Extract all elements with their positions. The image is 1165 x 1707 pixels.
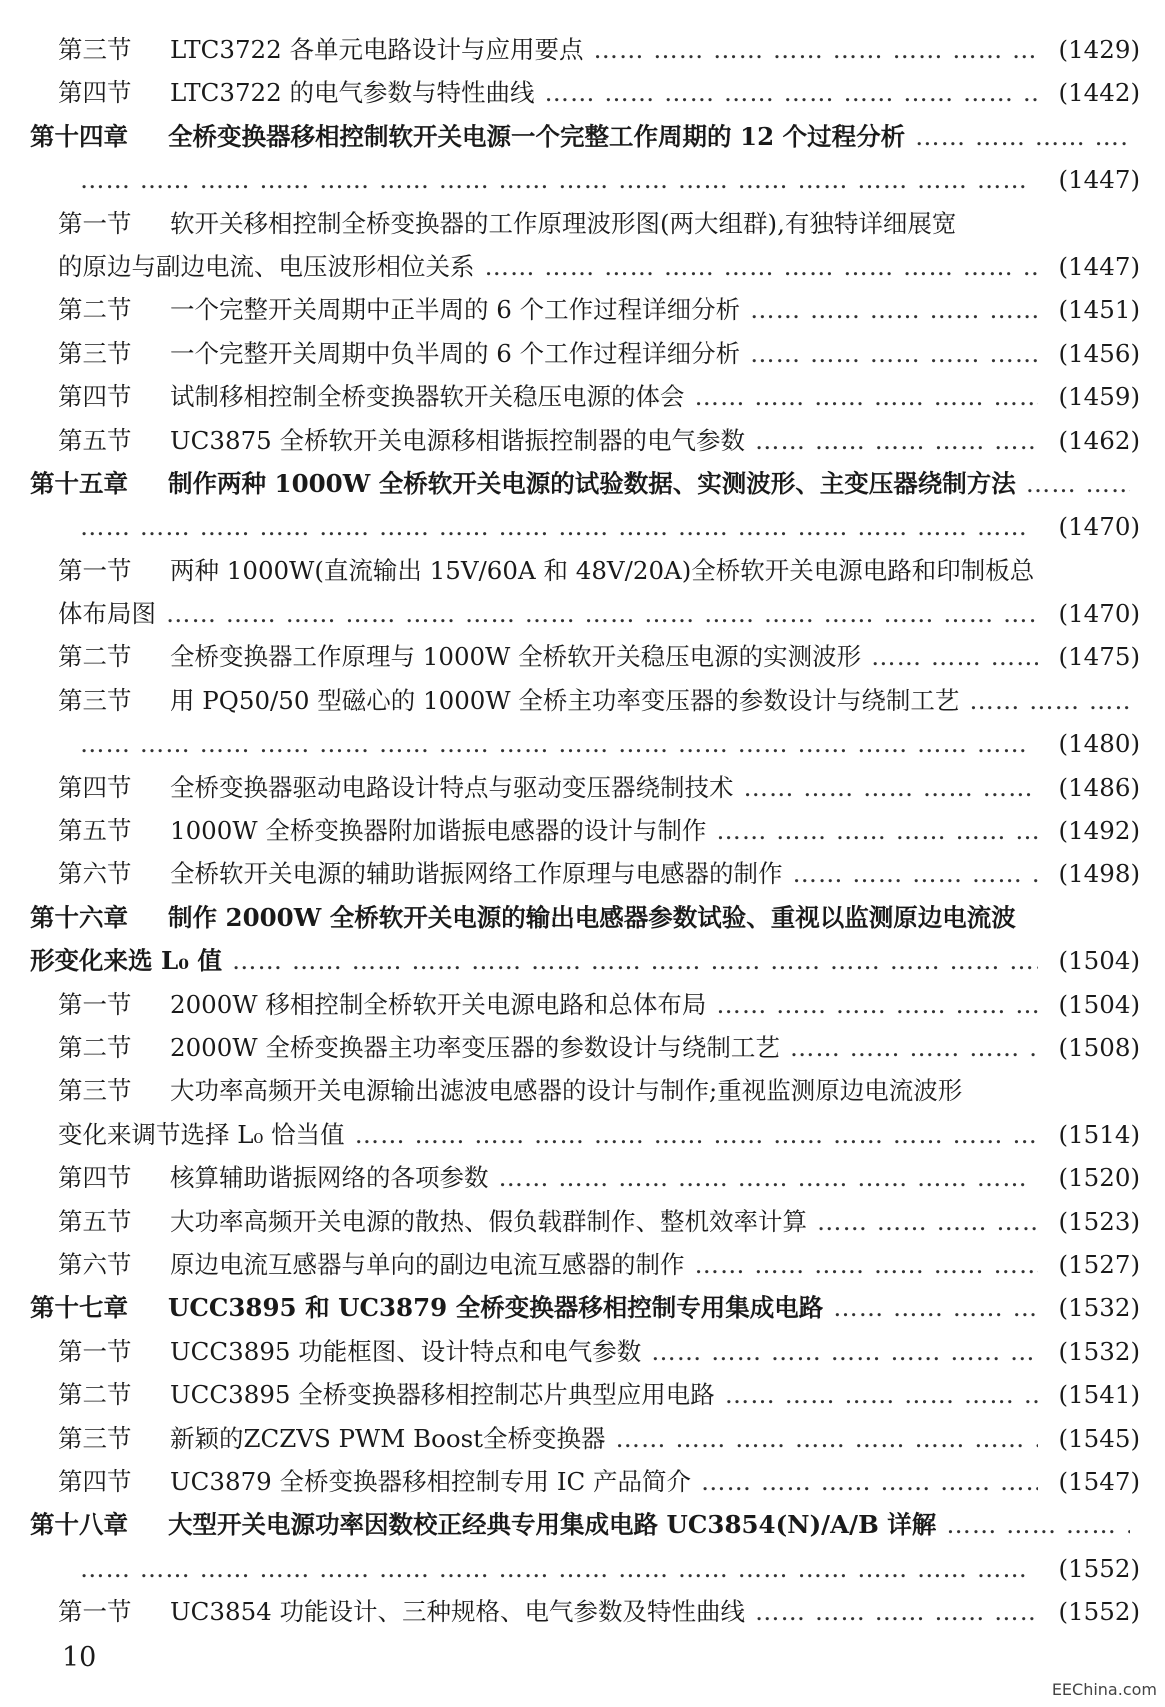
toc-section-entry [30,983,1140,1026]
toc-section-entry [30,288,1140,331]
toc-section-entry [30,852,1140,895]
entry-title: LTC3722 各单元电路设计与应用要点 [170,35,584,64]
page-ref: (1527) [1058,1249,1140,1279]
page-ref: (1504) [1058,989,1140,1019]
leader-dots [485,245,1039,288]
toc-section-entry [30,332,1140,375]
page-ref: (1480) [1058,729,1140,759]
page-ref: (1470) [1058,599,1140,629]
table-of-contents [30,28,1140,1633]
page-ref: (1520) [1058,1163,1140,1193]
page-ref: (1447) [1058,165,1140,195]
section-label: 第四节 [58,1163,132,1193]
page-number: 10 [62,1642,97,1673]
leader-dots [793,852,1039,895]
leader-dots [946,1503,1130,1546]
toc-section-entry [30,1330,1140,1373]
chapter-label: 第十七章 [30,1293,128,1323]
leader-dots [716,809,1038,852]
toc-section-entry [30,28,1140,71]
leader-dots [80,158,1038,201]
section-label: 第四节 [58,78,132,108]
toc-section-entry [30,1243,1140,1286]
entry-title: 原边电流互感器与单向的副边电流互感器的制作 [170,1249,685,1279]
toc-entry-continuation [30,158,1140,201]
leader-dots [80,722,1038,765]
entry-title-continued: 体布局图 [58,599,156,629]
entry-title: 两种 1000W(直流输出 15V/60A 和 48V/20A)全桥软开关电源电路和印制板总 [170,555,1035,585]
section-label: 第二节 [58,1380,132,1410]
chapter-label: 第十五章 [30,468,128,498]
page-ref: (1447) [1058,251,1140,281]
entry-title: 大型开关电源功率因数校正经典专用集成电路 UC3854(N)/A/B 详解 [168,1510,937,1540]
page-ref: (1504) [1058,946,1140,976]
toc-section-entry [30,679,1140,722]
section-label: 第三节 [58,35,132,64]
page-ref: (1492) [1058,816,1140,846]
entry-title: 核算辅助谐振网络的各项参数 [170,1163,489,1193]
leader-dots [545,71,1039,114]
toc-section-entry [30,1200,1140,1243]
leader-dots [616,1417,1038,1460]
page-ref: (1451) [1058,295,1140,325]
toc-entry-continuation [30,722,1140,765]
toc-section-entry [30,1026,1140,1069]
section-label: 第一节 [58,555,132,585]
section-label: 第六节 [58,1249,132,1279]
toc-section-entry [30,635,1140,678]
section-label: 第一节 [58,989,132,1019]
entry-title: 全桥变换器驱动电路设计特点与驱动变压器绕制技术 [170,772,734,802]
toc-section-entry [30,809,1140,852]
leader-dots [817,1200,1038,1243]
toc-entry-continuation [30,592,1140,635]
section-label: 第三节 [58,1423,132,1453]
page-ref: (1541) [1058,1380,1140,1410]
page-ref: (1523) [1058,1206,1140,1236]
page-ref: (1429) [1058,35,1140,64]
toc-chapter-entry [30,115,1140,158]
leader-dots [833,1286,1038,1329]
leader-dots [695,375,1039,418]
leader-dots [744,766,1039,809]
entry-title: 试制移相控制全桥变换器软开关稳压电源的体会 [170,382,685,412]
leader-dots [695,1243,1039,1286]
leader-dots [790,1026,1038,1069]
section-label: 第一节 [58,1597,132,1627]
leader-dots [232,939,1038,982]
toc-section-entry [30,202,1140,245]
section-label: 第三节 [58,338,132,368]
chapter-label: 第十四章 [30,121,128,151]
toc-chapter-entry [30,896,1140,939]
toc-entry-continuation [30,1113,1140,1156]
page-ref: (1532) [1058,1336,1140,1366]
section-label: 第三节 [58,1076,132,1106]
page-ref: (1532) [1058,1293,1140,1323]
entry-title-continued: 的原边与副边电流、电压波形相位关系 [58,251,475,281]
toc-section-entry [30,419,1140,462]
toc-section-entry [30,1460,1140,1503]
chapter-label: 第十八章 [30,1510,128,1540]
toc-entry-continuation [30,1547,1140,1590]
page-ref: (1552) [1058,1553,1140,1583]
toc-section-entry [30,1373,1140,1416]
page-ref: (1462) [1058,425,1140,455]
toc-entry-continuation [30,939,1140,982]
section-label: 第五节 [58,1206,132,1236]
page-ref: (1547) [1058,1466,1140,1496]
page-ref: (1545) [1058,1423,1140,1453]
entry-title: 制作两种 1000W 全桥软开关电源的试验数据、实测波形、主变压器绕制方法 [168,468,1016,498]
entry-title: 制作 2000W 全桥软开关电源的输出电感器参数试验、重视以监测原边电流波 [168,902,1016,932]
leader-dots [80,1547,1038,1590]
entry-title: 全桥变换器移相控制软开关电源一个完整工作周期的 12 个过程分析 [168,121,906,151]
leader-dots [755,419,1038,462]
section-label: 第二节 [58,1032,132,1062]
leader-dots [750,288,1038,331]
leader-dots [1026,462,1130,505]
leader-dots [716,983,1038,1026]
toc-entry-continuation [30,245,1140,288]
entry-title: UCC3895 和 UC3879 全桥变换器移相控制专用集成电路 [168,1293,824,1323]
toc-section-entry [30,71,1140,114]
leader-dots [594,28,1039,71]
entry-title: 全桥变换器工作原理与 1000W 全桥软开关稳压电源的实测波形 [170,642,862,672]
watermark: EEChina.com [1051,1680,1157,1699]
section-label: 第四节 [58,772,132,802]
entry-title: UC3879 全桥变换器移相控制专用 IC 产品简介 [170,1466,692,1496]
leader-dots [701,1460,1038,1503]
section-label: 第三节 [58,685,132,715]
leader-dots [499,1156,1039,1199]
section-label: 第五节 [58,816,132,846]
toc-section-entry [30,1069,1140,1112]
leader-dots [725,1373,1038,1416]
section-label: 第一节 [58,1336,132,1366]
entry-title: 一个完整开关周期中正半周的 6 个工作过程详细分析 [170,295,741,325]
toc-chapter-entry [30,462,1140,505]
entry-title: 新颖的ZCZVS PWM Boost全桥变换器 [170,1423,606,1453]
page-ref: (1442) [1058,78,1140,108]
page-ref: (1508) [1058,1032,1140,1062]
leader-dots [871,635,1038,678]
entry-title-continued: 形变化来选 L₀ 值 [30,946,223,976]
page-ref: (1459) [1058,382,1140,412]
section-label: 第四节 [58,1466,132,1496]
entry-title: UC3854 功能设计、三种规格、电气参数及特性曲线 [170,1597,746,1627]
entry-title: 用 PQ50/50 型磁心的 1000W 全桥主功率变压器的参数设计与绕制工艺 [170,685,960,715]
toc-chapter-entry [30,1286,1140,1329]
page-ref: (1475) [1058,642,1140,672]
leader-dots [750,332,1038,375]
section-label: 第二节 [58,642,132,672]
leader-dots [915,115,1130,158]
toc-section-entry [30,375,1140,418]
toc-chapter-entry [30,1503,1140,1546]
leader-dots [166,592,1038,635]
toc-section-entry [30,549,1140,592]
page-ref: (1486) [1058,772,1140,802]
toc-section-entry [30,1590,1140,1633]
entry-title: 2000W 全桥变换器主功率变压器的参数设计与绕制工艺 [170,1032,780,1062]
toc-entry-continuation [30,505,1140,548]
entry-title: UC3875 全桥软开关电源移相谐振控制器的电气参数 [170,425,746,455]
leader-dots [80,505,1038,548]
page-ref: (1498) [1058,859,1140,889]
entry-title: 大功率高频开关电源的散热、假负载群制作、整机效率计算 [170,1206,807,1236]
page-ref: (1552) [1058,1597,1140,1627]
toc-section-entry [30,1417,1140,1460]
section-label: 第五节 [58,425,132,455]
entry-title: 软开关移相控制全桥变换器的工作原理波形图(两大组群),有独特详细展宽 [170,208,957,238]
entry-title: 2000W 移相控制全桥软开关电源电路和总体布局 [170,989,707,1019]
section-label: 第四节 [58,382,132,412]
entry-title: UCC3895 功能框图、设计特点和电气参数 [170,1336,642,1366]
leader-dots [755,1590,1038,1633]
page-ref: (1470) [1058,512,1140,542]
toc-section-entry [30,766,1140,809]
chapter-label: 第十六章 [30,902,128,932]
page-ref: (1514) [1058,1119,1140,1149]
entry-title: UCC3895 全桥变换器移相控制芯片典型应用电路 [170,1380,715,1410]
section-label: 第六节 [58,859,132,889]
leader-dots [651,1330,1038,1373]
toc-section-entry [30,1156,1140,1199]
section-label: 第二节 [58,295,132,325]
entry-title: 全桥软开关电源的辅助谐振网络工作原理与电感器的制作 [170,859,783,889]
entry-title: LTC3722 的电气参数与特性曲线 [170,78,535,108]
entry-title-continued: 变化来调节选择 L₀ 恰当值 [58,1119,345,1149]
entry-title: 大功率高频开关电源输出滤波电感器的设计与制作;重视监测原边电流波形 [170,1076,963,1106]
leader-dots [355,1113,1038,1156]
leader-dots [969,679,1130,722]
section-label: 第一节 [58,208,132,238]
entry-title: 一个完整开关周期中负半周的 6 个工作过程详细分析 [170,338,741,368]
entry-title: 1000W 全桥变换器附加谐振电感器的设计与制作 [170,816,707,846]
page-ref: (1456) [1058,338,1140,368]
